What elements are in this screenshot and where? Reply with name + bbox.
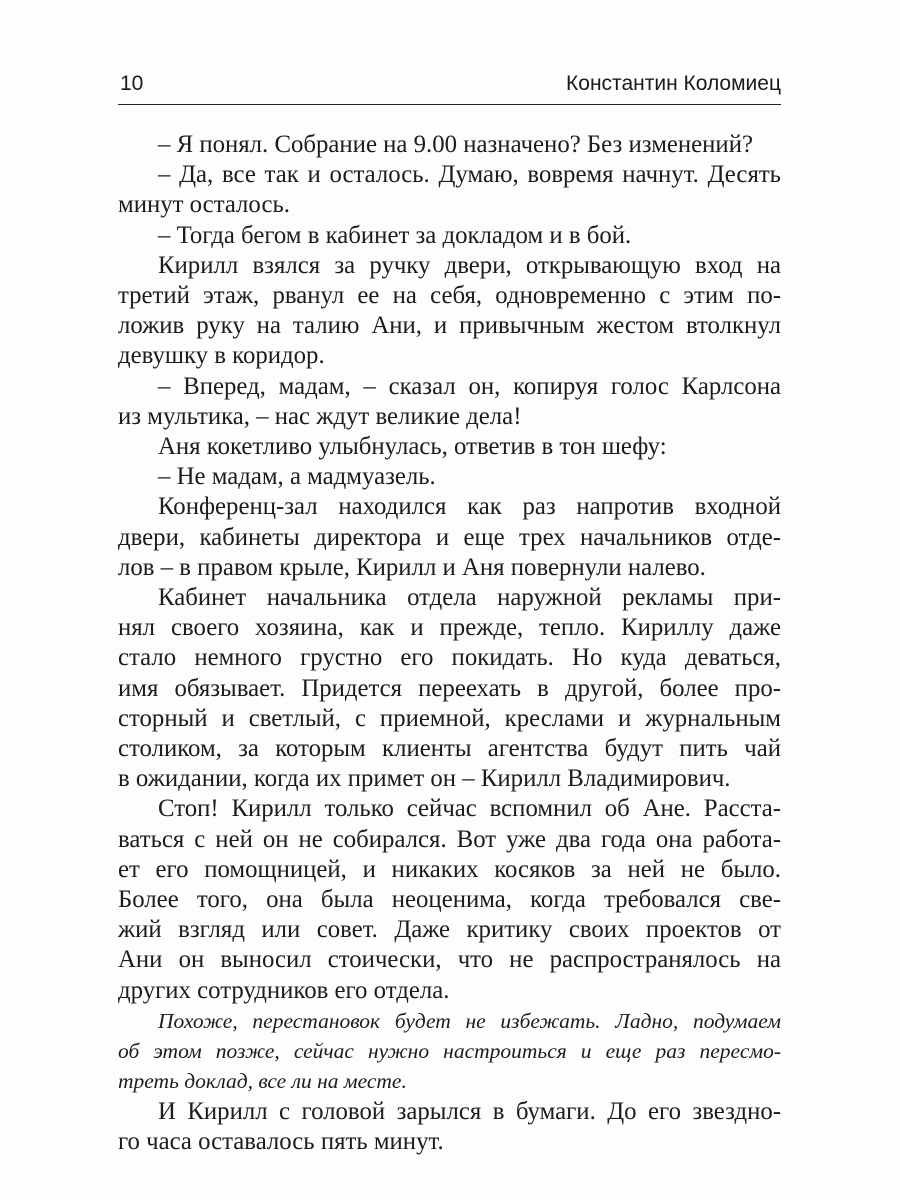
text-line: И Кирилл с головой зарылся в бумаги. До его звездно- [158,1097,781,1125]
text-line: Кирилл взялся за ручку двери, открывающую вход на [158,251,781,279]
text-line: из мультика, – нас ждут великие дела! [118,402,522,430]
paragraph [118,492,781,583]
text-line: жий взгляд или совет. Даже критику своих проектов от [118,916,781,944]
text-line: го часа оставалось пять минут. [118,1127,444,1155]
text-line: – Да, все так и осталось. Думаю, вовремя начнут. Десять [158,161,781,189]
text-line: – Вперед, мадам, – сказал он, копируя голос Карлсона [158,372,781,400]
text-line: Аня кокетливо улыбнулась, ответив в тон шефу: [158,433,667,461]
text-line: лов – в правом крыле, Кирилл и Аня повернули налево. [118,553,706,581]
running-header [118,70,781,105]
text-line: в ожидании, когда их примет он – Кирилл Владимирович. [118,765,731,793]
text-line: третий этаж, рванул ее на себя, одновременно с этим по- [118,282,781,310]
text-line: имя обязывает. Придется переехать в другой, более про- [118,674,781,702]
text-line: – Я понял. Собрание на 9.00 назначено? Без изменений? [158,131,753,158]
text-line: стало немного грустно его покидать. Но куда деваться, [118,644,781,672]
text-line: Кабинет начальника отдела наружной рекламы при- [158,584,781,612]
text-line: девушку в коридор. [118,342,325,370]
text-line: ваться с ней он не собирался. Вот уже два года она работа- [118,825,781,853]
page-number: 10 [120,72,144,95]
paragraph [118,372,781,432]
text-line: сторный и светлый, с приемной, креслами и журнальным [118,704,781,732]
paragraph [118,251,781,372]
italic-paragraph [118,1006,781,1097]
text-line: – Тогда бегом в кабинет за докладом и в бой. [158,221,632,249]
text-line: ложив руку на талию Ани, и привычным жестом втолкнул [118,312,781,340]
author-name: Константин Коломиец [566,72,781,95]
text-line: треть доклад, все ли на месте. [118,1069,407,1094]
text-line: других сотрудников его отдела. [118,976,450,1004]
paragraph [118,462,781,492]
paragraph [118,130,781,160]
text-line: Стоп! Кирилл только сейчас вспомнил об Ане. Расста- [158,795,781,823]
text-line: Ани он выносил стоически, что не распространялось на [118,946,781,974]
text-line: Более того, она была неоценима, когда требовался све- [118,886,781,914]
paragraph [118,221,781,251]
paragraph [118,794,781,1005]
text-line: минут осталось. [118,191,290,219]
text-line: – Не мадам, а мадмуазель. [158,463,436,491]
body-text [118,130,781,1157]
paragraph [118,160,781,220]
paragraph [118,1097,781,1157]
text-line: Конференц-зал находился как раз напротив входной [158,493,781,521]
paragraph [118,432,781,462]
text-line: Похоже, перестановок будет не избежать. Ладно, подумаем [158,1008,781,1033]
text-line: столиком, за которым клиенты агентства будут пить чай [118,735,781,763]
text-line: об этом позже, сейчас нужно настроиться и еще раз пересмо- [118,1039,781,1064]
text-line: ет его помощницей, и никаких косяков за ней не было. [118,855,781,883]
paragraph [118,583,781,794]
text-line: нял своего хозяина, как и прежде, тепло. Кириллу даже [118,614,781,642]
text-line: двери, кабинеты директора и еще трех начальников отде- [118,523,781,551]
